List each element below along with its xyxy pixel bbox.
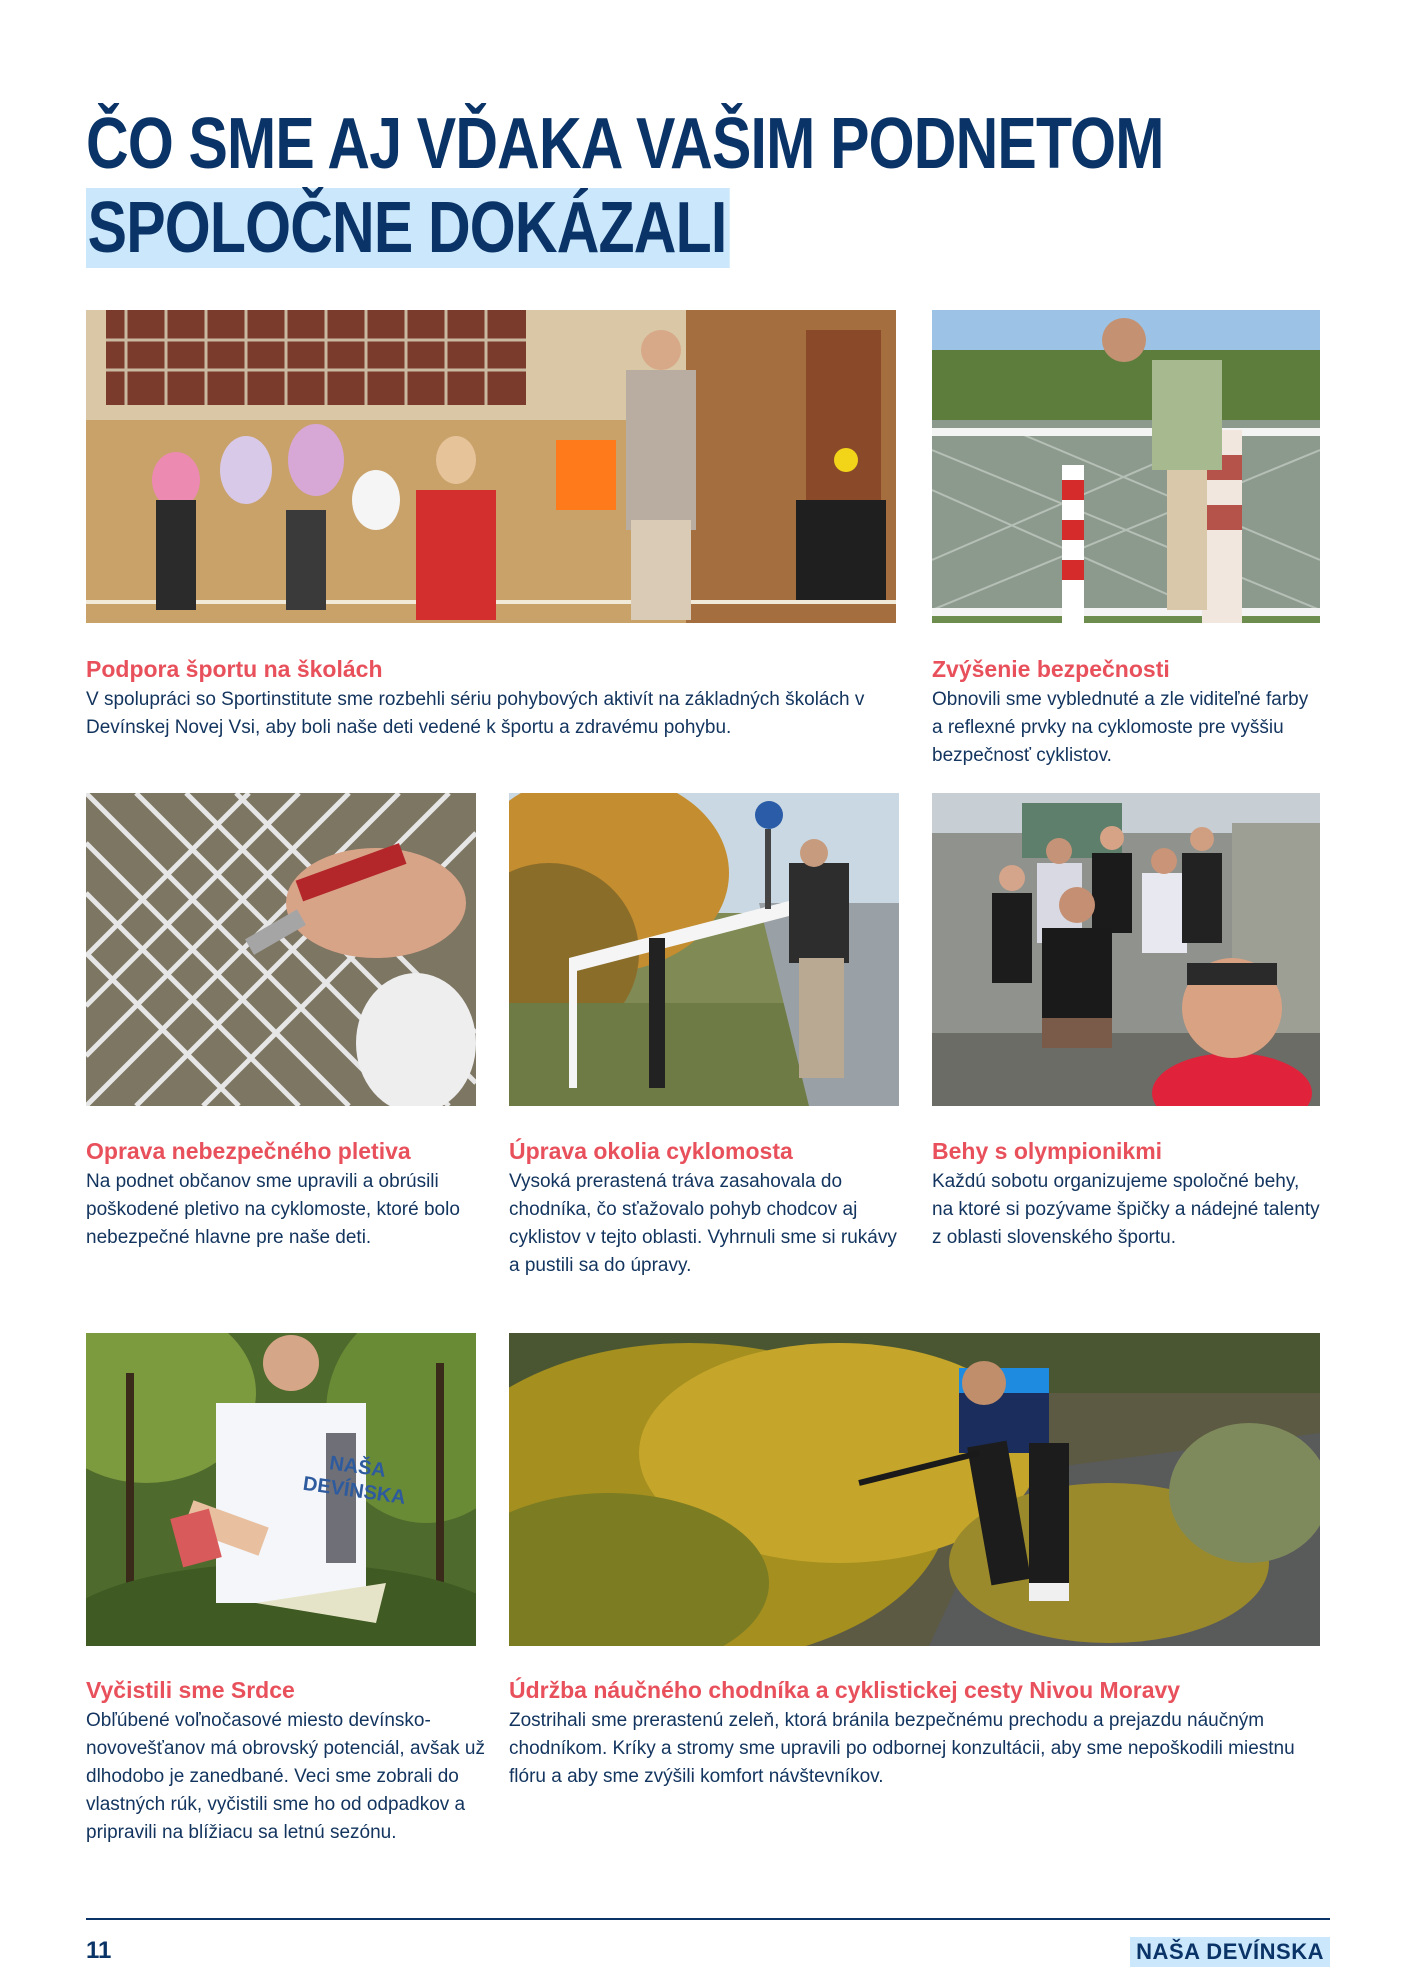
bridge-railing-photo xyxy=(932,310,1320,623)
article-text: Každú sobotu organizujeme spoločné behy, na ktoré si pozývame špičky a nádejné talenty z oblasti slovenského športu. xyxy=(932,1171,1320,1248)
article-text: Zostrihali sme prerastenú zeleň, ktorá bránila bezpečnému prechodu a prejazdu náučným chodníkom. Kríky a stromy sme upravili po odbornej konzultácii, aby sme nepoškodili miestnu flóru a aby sme zvýšili komfort návštevníkov. xyxy=(509,1710,1295,1787)
bridge-path-photo xyxy=(509,793,899,1106)
article-title: Úprava okolia cyklomosta xyxy=(509,1138,793,1164)
group-selfie-photo xyxy=(932,793,1320,1106)
page-number: 11 xyxy=(86,1937,112,1964)
article-title: Podpora športu na školách xyxy=(86,656,383,682)
article-trail xyxy=(509,1675,1329,1791)
article-text: V spolupráci so Sportinstitute sme rozbehli sériu pohybových aktivít na základných školách v Devínskej Novej Vsi, aby boli naše deti vedené k športu a zdravému pohybu. xyxy=(86,689,865,738)
article-text: Obľúbené voľnočasové miesto devínskonovovešťanov má obrovský potenciál, avšak už dlhodobo je zanedbané. Veci sme zobrali do vlastných rúk, vyčistili sme ho od odpadkov a pripravili na blížiacu sa letnú sezónu. xyxy=(86,1710,485,1843)
mesh-repair-photo xyxy=(86,793,476,1106)
school-gym-photo xyxy=(86,310,896,623)
forest-cleanup-photo xyxy=(86,1333,476,1646)
article-title: Behy s olympionikmi xyxy=(932,1138,1163,1164)
brand-logo: NAŠA DEVÍNSKA xyxy=(1130,1937,1330,1967)
article-safety xyxy=(932,654,1322,770)
article-mesh xyxy=(86,1136,476,1252)
article-sport xyxy=(86,654,906,742)
article-running xyxy=(932,1136,1322,1252)
article-surroundings xyxy=(509,1136,901,1280)
article-title: Oprava nebezpečného pletiva xyxy=(86,1138,411,1164)
page-title-highlight: SPOLOČNE DOKÁZALI xyxy=(86,188,730,268)
article-title: Vyčistili sme Srdce xyxy=(86,1677,295,1703)
article-title: Údržba náučného chodníka a cyklistickej cesty Nivou Moravy xyxy=(509,1677,1181,1703)
page-title-line2 xyxy=(86,188,730,268)
page-title-line1: ČO SME AJ VĎAKA VAŠIM PODNETOM xyxy=(86,104,1164,184)
bush-trimming-photo xyxy=(509,1333,1320,1646)
footer-divider xyxy=(86,1918,1330,1920)
shirt-print: NAŠA DEVÍNSKA xyxy=(301,1452,408,1509)
article-heart xyxy=(86,1675,486,1847)
article-title: Zvýšenie bezpečnosti xyxy=(932,656,1170,682)
article-text: Na podnet občanov sme upravili a obrúsili poškodené pletivo na cyklomoste, ktoré bolo nebezpečné hlavne pre naše deti. xyxy=(86,1171,460,1248)
article-text: Vysoká prerastená tráva zasahovala do chodníka, čo sťažovalo pohyb chodcov aj cyklistov v tejto oblasti. Vyhrnuli sme si rukávy a pustili sa do úpravy. xyxy=(509,1171,897,1276)
article-text: Obnovili sme vyblednuté a zle viditeľné farby a reflexné prvky na cyklomoste pre vyššiu bezpečnosť cyklistov. xyxy=(932,689,1309,766)
